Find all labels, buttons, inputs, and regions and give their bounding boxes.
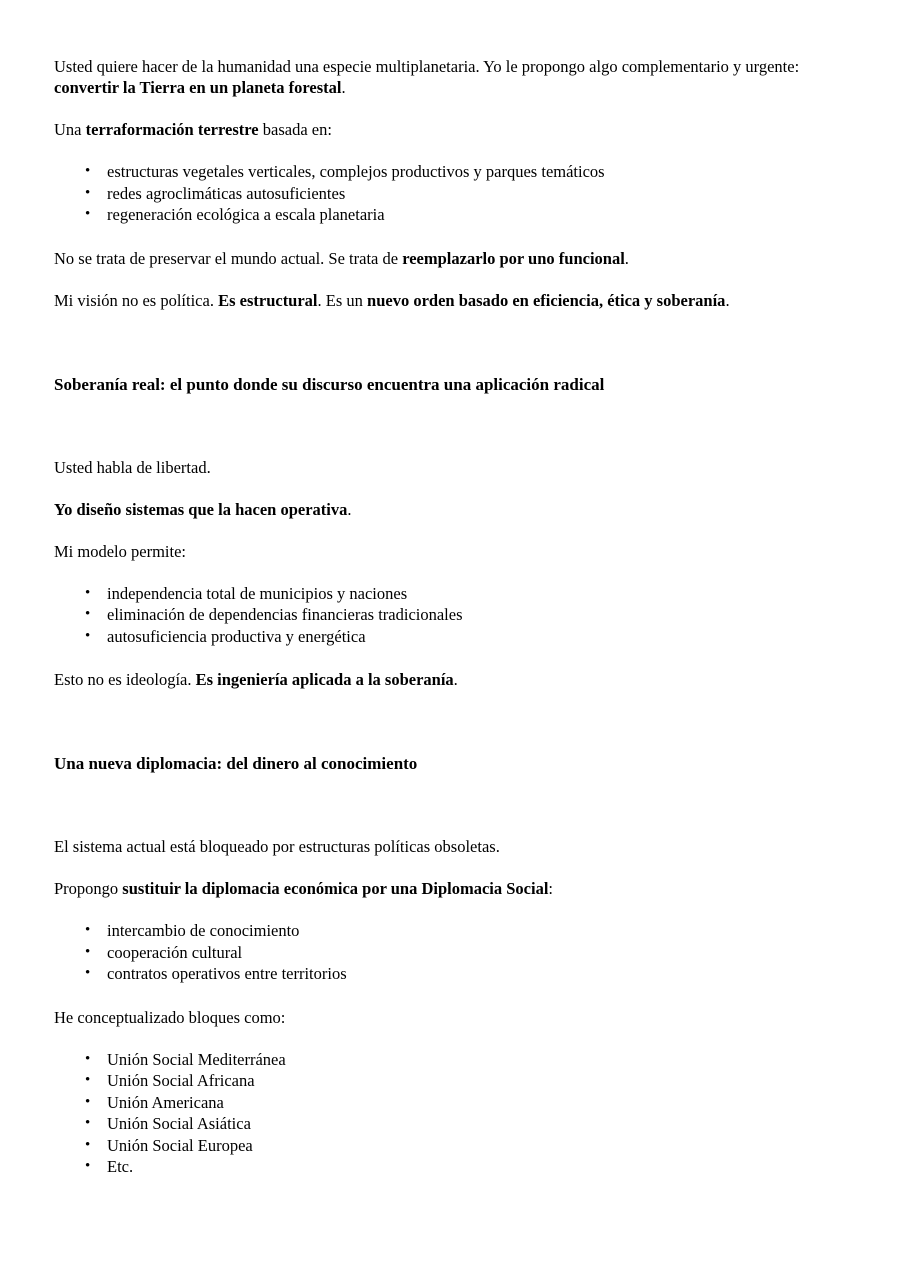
- bullet-icon: •: [85, 163, 91, 179]
- bold-text: sustituir la diplomacia económica por una Diplomacia Social: [122, 879, 549, 898]
- list-item-text: Unión Social Asiática: [107, 1114, 251, 1133]
- paragraph: [54, 499, 824, 520]
- list-item: [85, 161, 824, 183]
- bold-text: Yo diseño sistemas que la hacen operativa: [54, 499, 348, 519]
- bullet-icon: •: [85, 943, 91, 960]
- text: Una: [54, 120, 86, 139]
- paragraph: [54, 248, 824, 269]
- list-item-text: Unión Social Africana: [107, 1071, 255, 1090]
- text: Mi visión no es política.: [54, 290, 219, 310]
- bullet-icon: •: [85, 627, 91, 644]
- bullet-icon: •: [85, 1072, 91, 1088]
- list-item-text: autosuficiencia productiva y energética: [107, 626, 366, 646]
- list-item-text: Unión Social Europea: [107, 1135, 253, 1155]
- list-item: [85, 583, 824, 605]
- paragraph: [54, 878, 824, 899]
- bold-text: Es ingeniería aplicada a la soberanía: [195, 670, 454, 689]
- list-item-text: Unión Social Mediterránea: [107, 1049, 286, 1069]
- text: .: [347, 499, 352, 519]
- list-item-text: intercambio de conocimiento: [107, 921, 300, 940]
- bullet-icon: •: [85, 206, 91, 222]
- list-item: [85, 1156, 824, 1178]
- bold-text: terraformación terrestre: [85, 120, 259, 139]
- paragraph: [54, 669, 824, 690]
- text: Usted quiere hacer de la humanidad una especie multiplanetaria. Yo le propongo algo complementario y urgente:: [54, 57, 800, 76]
- list-item: [85, 1070, 824, 1092]
- list-item-text: regeneración ecológica a escala planetaria: [107, 205, 385, 224]
- paragraph: [54, 56, 824, 98]
- bullet-list: [54, 1049, 824, 1178]
- text: .: [453, 670, 458, 689]
- list-item-text: redes agroclimáticas autosuficientes: [107, 183, 346, 203]
- text: . Es un: [317, 290, 368, 310]
- list-item: [85, 1049, 824, 1071]
- list-item: [85, 1113, 824, 1135]
- text: basada en:: [258, 120, 332, 139]
- list-item-text: estructuras vegetales verticales, complejos productivos y parques temáticos: [107, 162, 605, 181]
- list-item: [85, 1092, 824, 1114]
- bullet-icon: •: [85, 606, 91, 622]
- bold-text: nuevo orden basado en eficiencia, ética y soberanía: [367, 290, 726, 310]
- section-heading: [54, 753, 824, 775]
- list-item: [85, 942, 824, 964]
- list-item-text: eliminación de dependencias financieras tradicionales: [107, 605, 463, 624]
- bullet-list: [54, 920, 824, 985]
- text: Usted habla de libertad.: [54, 457, 211, 477]
- list-item-text: Unión Americana: [107, 1092, 224, 1112]
- section-heading: [54, 374, 824, 396]
- bullet-list: [54, 583, 824, 648]
- text: .: [341, 78, 346, 97]
- text: .: [725, 290, 730, 310]
- list-item: [85, 626, 824, 648]
- bullet-icon: •: [85, 922, 91, 938]
- text: Propongo: [54, 879, 123, 898]
- bullet-icon: •: [85, 1093, 91, 1110]
- bullet-icon: •: [85, 965, 91, 981]
- list-item: [85, 1135, 824, 1157]
- list-item: [85, 920, 824, 942]
- text: :: [548, 879, 554, 898]
- bold-text: reemplazarlo por uno funcional: [402, 248, 625, 268]
- text: He conceptualizado bloques como:: [54, 1007, 286, 1027]
- list-item: [85, 963, 824, 985]
- list-item: [85, 204, 824, 226]
- list-item: [85, 183, 824, 205]
- list-item-text: Etc.: [107, 1157, 134, 1176]
- bullet-icon: •: [85, 1136, 91, 1153]
- paragraph: [54, 541, 824, 562]
- bullet-icon: •: [85, 584, 91, 601]
- bold-text: Es estructural: [218, 290, 318, 310]
- bullet-icon: •: [85, 1115, 91, 1131]
- bold-text: convertir la Tierra en un planeta forestal: [54, 78, 342, 97]
- paragraph: [54, 1007, 824, 1028]
- list-item-text: contratos operativos entre territorios: [107, 964, 347, 983]
- paragraph: [54, 457, 824, 478]
- paragraph: [54, 119, 824, 140]
- text: .: [624, 248, 629, 268]
- text: Esto no es ideología.: [54, 670, 196, 689]
- text: Mi modelo permite:: [54, 541, 186, 561]
- list-item-text: cooperación cultural: [107, 942, 243, 962]
- bold-text: Una nueva diplomacia: del dinero al conocimiento: [54, 754, 418, 773]
- paragraph: [54, 836, 824, 857]
- text: No se trata de preservar el mundo actual. Se trata de: [54, 248, 403, 268]
- bullet-icon: •: [85, 1050, 91, 1067]
- bullet-list: [54, 161, 824, 226]
- text: El sistema actual está bloqueado por estructuras políticas obsoletas.: [54, 837, 500, 856]
- list-item: [85, 604, 824, 626]
- bullet-icon: •: [85, 1158, 91, 1174]
- bullet-icon: •: [85, 184, 91, 201]
- list-item-text: independencia total de municipios y naciones: [107, 583, 408, 603]
- bold-text: Soberanía real: el punto donde su discurso encuentra una aplicación radical: [54, 374, 605, 394]
- paragraph: [54, 290, 824, 311]
